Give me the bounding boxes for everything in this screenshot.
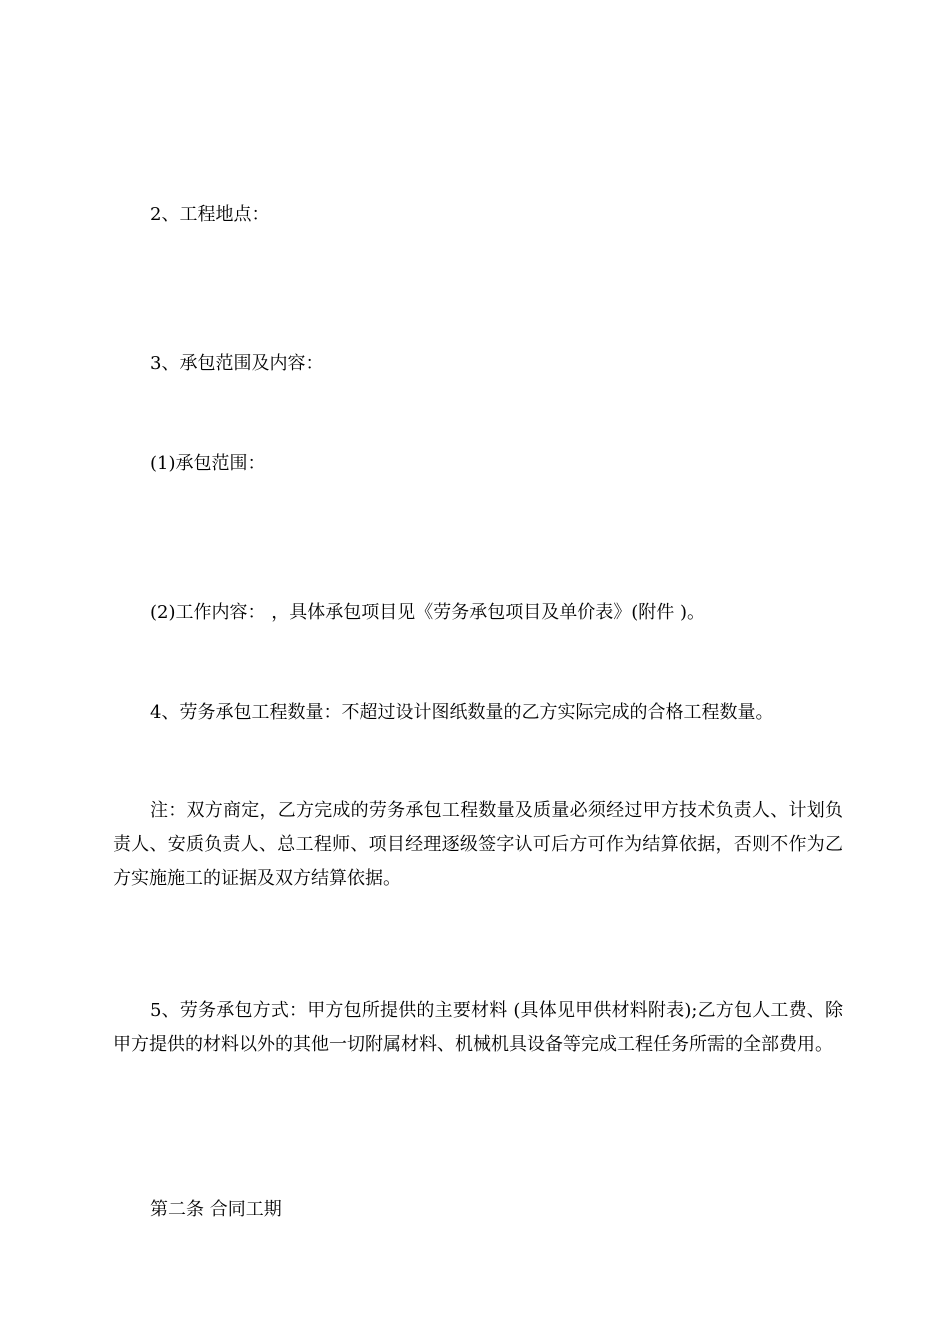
paragraph-work-content: (2)工作内容： ，具体承包项目见《劳务承包项目及单价表》(附件 )。 <box>150 602 705 623</box>
paragraph-labor-contract-method: 5、劳务承包方式：甲方包所提供的主要材料 (具体见甲供材料附表);乙方包人工费、除甲方提供的材料以外的其他一切附属材料、机械机具设备等完成工程任务所需的全部费用。 <box>113 1000 843 1055</box>
paragraph-note: 注：双方商定，乙方完成的劳务承包工程数量及质量必须经过甲方技术负责人、计划负责人、安质负责人、总工程师、项目经理逐级签字认可后方可作为结算依据，否则不作为乙方实施施工的证据及双方结算依据。 <box>113 800 843 889</box>
section-heading-contract-period: 第二条 合同工期 <box>150 1199 282 1220</box>
paragraph-contract-scope: (1)承包范围： <box>150 453 266 474</box>
paragraph-contract-scope-heading: 3、承包范围及内容： <box>150 353 324 374</box>
paragraph-labor-quantity: 4、劳务承包工程数量：不超过设计图纸数量的乙方实际完成的合格工程数量。 <box>150 702 774 723</box>
paragraph-project-location: 2、工程地点： <box>150 204 270 225</box>
